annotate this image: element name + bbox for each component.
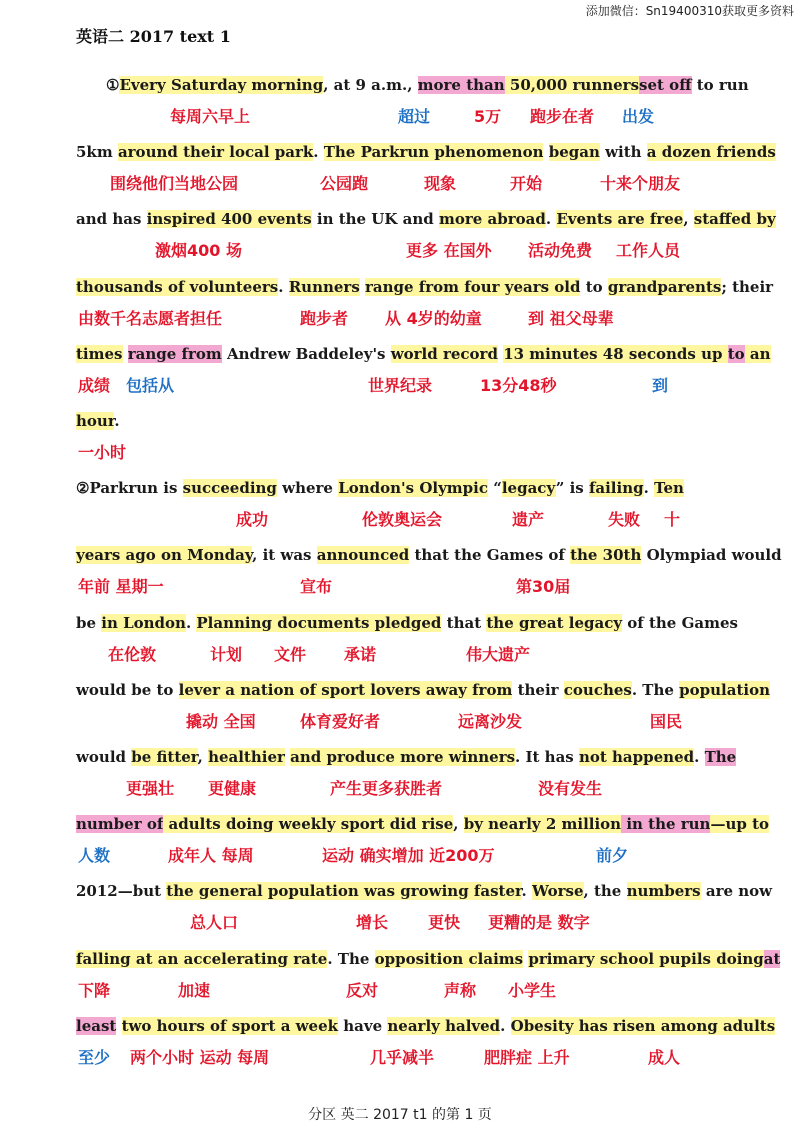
plain-text [543, 143, 548, 161]
plain-text: , [453, 815, 464, 834]
chinese-annotation: 跑步在者 [530, 107, 595, 126]
yellow-highlight-phrase: the general population was growing faster [166, 882, 522, 901]
plain-text: , [197, 748, 209, 766]
chinese-annotation: 更健康 [208, 779, 257, 798]
yellow-highlight-phrase: times [76, 344, 123, 363]
plain-text: ②Parkrun is [76, 479, 183, 498]
yellow-highlight-phrase: years ago on Monday [76, 546, 253, 565]
chinese-annotation: 更多 在国外 [406, 241, 492, 261]
yellow-highlight-phrase: population [679, 680, 770, 699]
chinese-annotation: 成功 [236, 510, 269, 530]
chinese-annotation: 失败 [608, 510, 641, 530]
chinese-annotation: 小学生 [508, 980, 557, 1000]
yellow-highlight-phrase: Ten [654, 479, 684, 498]
english-line [76, 140, 776, 164]
plain-text [123, 345, 128, 363]
plain-text: . [521, 882, 532, 901]
plain-text: of the Games [622, 613, 738, 632]
english-line [76, 207, 776, 231]
chinese-annotation: 声称 [444, 980, 477, 1000]
english-line [76, 812, 769, 836]
yellow-highlight-phrase: in London [101, 613, 186, 632]
yellow-highlight-phrase: Obesity has risen among adults [510, 1016, 776, 1035]
yellow-highlight-phrase: 50,000 runners [504, 76, 640, 94]
plain-text: would [76, 748, 132, 766]
chinese-annotation: 每周六早上 [170, 107, 251, 126]
chinese-annotation: 开始 [510, 174, 543, 194]
plain-text [116, 1017, 121, 1035]
chinese-annotation: 十来个朋友 [600, 174, 681, 194]
english-line [76, 745, 736, 769]
plain-text: to [580, 277, 608, 296]
pink-highlight-phrase: range from [127, 344, 222, 363]
chinese-annotation: 从 4岁的幼童 [385, 308, 482, 328]
yellow-highlight-phrase: be fitter [131, 748, 198, 766]
plain-text: Andrew Baddeley's [221, 344, 391, 363]
chinese-annotation: 工作人员 [616, 241, 681, 261]
pink-highlight-phrase: to [727, 344, 745, 363]
chinese-annotation: 到 [652, 375, 669, 395]
plain-text: , the [583, 882, 627, 901]
chinese-annotation: 下降 [78, 980, 111, 1000]
yellow-highlight-phrase: and produce more winners [290, 748, 516, 766]
plain-text: . It has [515, 748, 579, 766]
plain-text: . [500, 1016, 511, 1035]
chinese-annotation: 国民 [650, 711, 683, 731]
yellow-highlight-phrase: the 30th [570, 546, 642, 565]
yellow-highlight-phrase: thousands of volunteers [76, 277, 279, 296]
plain-text: . [694, 748, 705, 766]
chinese-annotation: 包括从 [126, 375, 175, 395]
yellow-highlight-phrase: nearly halved [387, 1016, 501, 1035]
plain-text: 2012—but [76, 882, 167, 901]
yellow-highlight-phrase: Every Saturday morning [119, 76, 324, 94]
plain-text: that [441, 613, 487, 632]
plain-text: . [278, 277, 289, 296]
english-line [76, 879, 772, 903]
plain-text: where [276, 479, 339, 498]
plain-text: in the UK and [311, 210, 439, 229]
chinese-annotation: 加速 [178, 980, 211, 1000]
chinese-annotation: 成年人 每周 [168, 846, 254, 866]
english-line [76, 947, 780, 971]
pink-highlight-phrase: least [76, 1016, 117, 1035]
plain-text: . [185, 613, 197, 632]
chinese-annotation: 增长 [356, 913, 389, 933]
yellow-highlight-phrase: falling at an accelerating rate [76, 949, 328, 968]
yellow-highlight-phrase: by nearly 2 million [463, 815, 622, 834]
yellow-highlight-phrase: lever a nation of sport lovers away from [178, 680, 513, 699]
pink-highlight-phrase: at [763, 949, 781, 968]
pink-highlight-phrase: The [704, 748, 737, 766]
yellow-highlight-phrase: The Parkrun phenomenon [323, 143, 544, 162]
yellow-highlight-phrase: the great legacy [486, 613, 623, 632]
chinese-annotation: 产生更多获胜者 [330, 779, 443, 798]
chinese-annotation: 肥胖症 上升 [484, 1047, 570, 1067]
chinese-annotation: 撬动 全国 [186, 711, 256, 731]
english-line [76, 476, 684, 500]
plain-text: have [338, 1016, 388, 1035]
yellow-highlight-phrase: announced [316, 546, 410, 565]
chinese-annotation: 世界纪录 [368, 375, 433, 395]
yellow-highlight-phrase: healthier [208, 748, 285, 766]
yellow-highlight-phrase: a dozen friends [646, 143, 776, 162]
plain-text: . [313, 143, 324, 162]
plain-text: ① [106, 76, 120, 94]
chinese-annotation: 出发 [622, 107, 655, 126]
chinese-annotation: 至少 [78, 1047, 111, 1067]
chinese-annotation: 围绕他们当地公园 [110, 174, 239, 194]
yellow-highlight-phrase: opposition claims [374, 949, 524, 968]
chinese-annotation: 计划 [210, 644, 243, 664]
yellow-highlight-phrase: two hours of sport a week [121, 1016, 339, 1035]
plain-text: . The [631, 680, 680, 699]
yellow-highlight-phrase: more abroad [438, 210, 546, 229]
yellow-highlight-phrase: legacy [501, 479, 556, 498]
chinese-annotation: 现象 [424, 174, 457, 194]
chinese-annotation: 跑步者 [300, 308, 349, 328]
chinese-annotation: 两个小时 运动 每周 [130, 1047, 270, 1067]
english-line [76, 275, 773, 299]
chinese-annotation: 一小时 [78, 443, 127, 462]
chinese-annotation: 更糟的是 数字 [488, 913, 590, 933]
plain-text: . [545, 210, 557, 229]
chinese-annotation: 活动免费 [528, 241, 593, 261]
plain-text: ; their [721, 277, 774, 296]
chinese-annotation: 13分48秒 [480, 375, 557, 395]
chinese-annotation: 伦敦奥运会 [362, 510, 443, 530]
plain-text: “ [488, 479, 502, 498]
chinese-annotation: 成人 [648, 1047, 681, 1067]
english-line [76, 543, 782, 567]
chinese-annotation: 前夕 [596, 846, 629, 866]
chinese-annotation: 到 祖父母辈 [528, 308, 614, 328]
chinese-annotation: 没有发生 [538, 779, 603, 798]
chinese-annotation: 反对 [346, 980, 379, 1000]
english-line [76, 1014, 775, 1038]
chinese-annotation: 在伦敦 [108, 644, 157, 664]
chinese-annotation: 年前 星期一 [78, 577, 164, 597]
english-line [76, 409, 120, 433]
yellow-highlight-phrase: hour [76, 412, 115, 430]
chinese-annotation: 成绩 [78, 375, 111, 395]
yellow-highlight-phrase: around their local park [117, 143, 314, 162]
chinese-annotation: 更强壮 [126, 779, 175, 798]
yellow-highlight-phrase: world record [390, 344, 498, 363]
yellow-highlight-phrase: grandparents [607, 277, 722, 296]
yellow-highlight-phrase: staffed by [693, 210, 776, 229]
yellow-highlight-phrase: up [695, 344, 728, 363]
yellow-highlight-phrase: London's Olympic [338, 479, 488, 498]
yellow-highlight-phrase: failing [588, 479, 644, 498]
chinese-annotation: 几乎减半 [370, 1047, 435, 1067]
plain-text: to run [691, 76, 749, 94]
plain-text: be [76, 613, 102, 632]
plain-text: that the Games of [409, 546, 571, 565]
yellow-highlight-phrase: —up to [710, 815, 770, 834]
pink-highlight-phrase: number of [76, 815, 164, 834]
plain-text: with [599, 143, 647, 162]
page-footer: 分区 英二 2017 t1 的第 1 页 [308, 1107, 492, 1123]
yellow-highlight-phrase: range from four years old [365, 277, 581, 296]
plain-text: , [683, 210, 694, 229]
chinese-annotation: 总人口 [190, 913, 239, 933]
plain-text: Olympiad would [641, 546, 782, 565]
yellow-highlight-phrase: Runners [288, 277, 360, 296]
yellow-highlight-phrase: couches [563, 680, 632, 699]
chinese-annotation: 5万 [474, 107, 502, 126]
pink-highlight-phrase: in the run [621, 815, 711, 834]
yellow-highlight-phrase: Events are free [556, 210, 684, 229]
yellow-highlight-phrase: Worse [531, 882, 584, 901]
yellow-highlight-phrase: 13 minutes 48 seconds [503, 344, 696, 363]
chinese-annotation: 人数 [78, 846, 111, 866]
english-line [76, 678, 770, 702]
yellow-highlight-phrase: primary school pupils doing [528, 949, 764, 968]
yellow-highlight-phrase: numbers [626, 882, 701, 901]
pink-highlight-phrase: set off [639, 76, 692, 94]
chinese-annotation: 远离沙发 [458, 711, 523, 731]
yellow-highlight-phrase: succeeding [182, 479, 277, 498]
chinese-annotation: 伟大遗产 [466, 644, 531, 664]
plain-text: , at 9 a.m., [323, 76, 418, 94]
english-line [106, 73, 749, 97]
chinese-annotation: 超过 [398, 107, 431, 126]
yellow-highlight-phrase: not happened [578, 748, 695, 766]
chinese-annotation: 体育爱好者 [300, 711, 381, 731]
yellow-highlight-phrase: began [548, 143, 600, 162]
chinese-annotation: 文件 [274, 644, 307, 664]
plain-text: ” is [555, 479, 589, 498]
chinese-annotation: 遗产 [512, 510, 545, 530]
yellow-highlight-phrase: inspired 400 events [146, 210, 312, 229]
chinese-annotation: 激烟400 场 [155, 241, 242, 261]
english-line [76, 342, 771, 366]
plain-text: . [643, 479, 655, 498]
yellow-highlight-phrase: Planning documents pledged [196, 613, 442, 632]
chinese-annotation: 十 [664, 510, 681, 530]
plain-text: their [512, 680, 564, 699]
chinese-annotation: 宣布 [300, 577, 333, 597]
plain-text: would be to [76, 680, 179, 699]
pink-highlight-phrase: more than [417, 76, 505, 94]
chinese-annotation: 运动 确实增加 近200万 [322, 846, 495, 866]
plain-text: . [114, 412, 120, 430]
plain-text: are now [700, 882, 773, 901]
english-line [76, 611, 738, 635]
chinese-annotation: 第30届 [516, 577, 571, 597]
page-title: 英语二 2017 text 1 [76, 27, 231, 46]
yellow-highlight-phrase: an [744, 344, 771, 363]
chinese-annotation: 承诺 [344, 644, 377, 664]
plain-text: and has [76, 210, 147, 229]
plain-text: , it was [252, 546, 317, 565]
chinese-annotation: 更快 [428, 913, 461, 933]
plain-text: 5km [76, 143, 118, 162]
yellow-highlight-phrase: adults doing weekly sport did rise [163, 815, 454, 834]
watermark: 添加微信：Sn19400310获取更多资料 [585, 4, 794, 18]
plain-text: . The [327, 949, 375, 968]
chinese-annotation: 由数千名志愿者担任 [78, 308, 223, 328]
chinese-annotation: 公园跑 [320, 174, 369, 194]
